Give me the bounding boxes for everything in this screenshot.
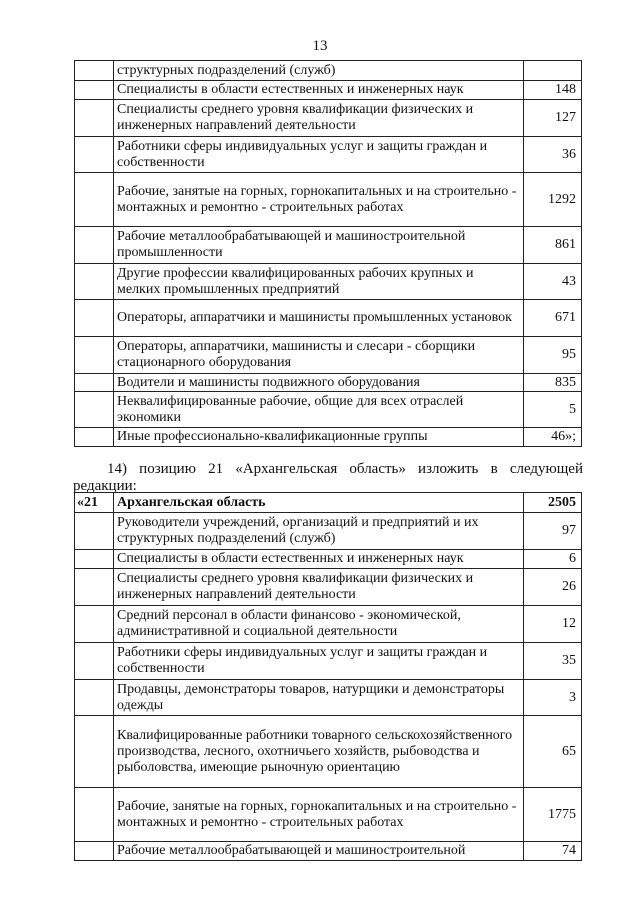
position-number: «21 bbox=[75, 493, 114, 513]
worker-count: 5 bbox=[524, 392, 582, 428]
row-number bbox=[75, 227, 114, 264]
row-number bbox=[75, 716, 114, 788]
row-number bbox=[75, 569, 114, 606]
occupation-name: Квалифицированные работники товарного сельскохозяйственного производства, лесного, охотничьего хозяйств, рыбоводства и рыболовства, имеющие рыночную ориентацию bbox=[114, 716, 524, 788]
paragraph-line-1: 14) позицию 21 «Архангельская область» изложить в следующей bbox=[107, 461, 583, 477]
occupation-name: Рабочие металлообрабатывающей и машиностроительной промышленности bbox=[114, 227, 524, 264]
table-row bbox=[75, 100, 582, 137]
occupation-name: Операторы, аппаратчики, машинисты и слесари - сборщики стационарного оборудования bbox=[114, 337, 524, 374]
occupation-name: структурных подразделений (служб) bbox=[114, 61, 524, 81]
worker-count: 1775 bbox=[524, 788, 582, 842]
occupation-name: Операторы, аппаратчики и машинисты промышленных установок bbox=[114, 300, 524, 337]
worker-count: 1292 bbox=[524, 173, 582, 227]
table-row bbox=[75, 374, 582, 392]
worker-count: 46»; bbox=[524, 428, 582, 447]
table-row bbox=[75, 428, 582, 447]
row-number bbox=[75, 606, 114, 643]
table-row bbox=[75, 513, 582, 550]
amendment-paragraph bbox=[73, 461, 583, 495]
row-number bbox=[75, 337, 114, 374]
occupation-name: Средний персонал в области финансово - экономической, административной и социальной деятельности bbox=[114, 606, 524, 643]
table-row bbox=[75, 337, 582, 374]
table-row bbox=[75, 137, 582, 173]
table-row bbox=[75, 227, 582, 264]
table-row bbox=[75, 788, 582, 842]
occupation-name: Рабочие, занятые на горных, горнокапитальных и на строительно - монтажных и ремонтно - строительных работах bbox=[114, 788, 524, 842]
row-number bbox=[75, 680, 114, 716]
worker-count: 127 bbox=[524, 100, 582, 137]
table-row bbox=[75, 392, 582, 428]
row-number bbox=[75, 513, 114, 550]
worker-count: 36 bbox=[524, 137, 582, 173]
occupation-name: Рабочие металлообрабатывающей и машиностроительной bbox=[114, 842, 524, 861]
arkhangelsk-table bbox=[74, 492, 582, 861]
worker-count: 835 bbox=[524, 374, 582, 392]
table-row bbox=[75, 606, 582, 643]
table-row bbox=[75, 716, 582, 788]
row-number bbox=[75, 264, 114, 300]
row-number bbox=[75, 392, 114, 428]
worker-count: 65 bbox=[524, 716, 582, 788]
worker-count: 148 bbox=[524, 81, 582, 100]
region-total: 2505 bbox=[524, 493, 582, 513]
table-row bbox=[75, 842, 582, 861]
table-row bbox=[75, 81, 582, 100]
worker-count: 43 bbox=[524, 264, 582, 300]
table-row bbox=[75, 264, 582, 300]
occupation-name: Специалисты среднего уровня квалификации физических и инженерных направлений деятельности bbox=[114, 569, 524, 606]
worker-count bbox=[524, 61, 582, 81]
page-number: 13 bbox=[312, 38, 328, 54]
worker-count: 35 bbox=[524, 643, 582, 680]
row-number bbox=[75, 428, 114, 447]
row-number bbox=[75, 550, 114, 569]
row-number bbox=[75, 643, 114, 680]
row-number bbox=[75, 842, 114, 861]
row-number bbox=[75, 100, 114, 137]
occupation-name: Специалисты среднего уровня квалификации физических и инженерных направлений деятельности bbox=[114, 100, 524, 137]
occupation-table-continued bbox=[74, 60, 582, 447]
occupation-name: Специалисты в области естественных и инженерных наук bbox=[114, 550, 524, 569]
worker-count: 26 bbox=[524, 569, 582, 606]
occupation-name: Водители и машинисты подвижного оборудования bbox=[114, 374, 524, 392]
row-number bbox=[75, 788, 114, 842]
worker-count: 671 bbox=[524, 300, 582, 337]
worker-count: 97 bbox=[524, 513, 582, 550]
occupation-name: Продавцы, демонстраторы товаров, натурщики и демонстраторы одежды bbox=[114, 680, 524, 716]
row-number bbox=[75, 81, 114, 100]
table-row bbox=[75, 680, 582, 716]
worker-count: 6 bbox=[524, 550, 582, 569]
row-number bbox=[75, 61, 114, 81]
worker-count: 95 bbox=[524, 337, 582, 374]
occupation-name: Неквалифицированные рабочие, общие для всех отраслей экономики bbox=[114, 392, 524, 428]
row-number bbox=[75, 374, 114, 392]
table-row bbox=[75, 173, 582, 227]
worker-count: 74 bbox=[524, 842, 582, 861]
occupation-name: Работники сферы индивидуальных услуг и защиты граждан и собственности bbox=[114, 643, 524, 680]
table-header-row bbox=[75, 493, 582, 513]
row-number bbox=[75, 300, 114, 337]
occupation-name: Специалисты в области естественных и инженерных наук bbox=[114, 81, 524, 100]
occupation-name: Руководители учреждений, организаций и предприятий и их структурных подразделений (служб) bbox=[114, 513, 524, 550]
row-number bbox=[75, 137, 114, 173]
table-row bbox=[75, 643, 582, 680]
region-name: Архангельская область bbox=[114, 493, 524, 513]
occupation-name: Рабочие, занятые на горных, горнокапитальных и на строительно - монтажных и ремонтно - строительных работах bbox=[114, 173, 524, 227]
table-row bbox=[75, 569, 582, 606]
table-row bbox=[75, 550, 582, 569]
occupation-name: Иные профессионально-квалификационные группы bbox=[114, 428, 524, 447]
paragraph-line-2: редакции: bbox=[73, 478, 137, 494]
row-number bbox=[75, 173, 114, 227]
table-row bbox=[75, 300, 582, 337]
worker-count: 12 bbox=[524, 606, 582, 643]
occupation-name: Другие профессии квалифицированных рабочих крупных и мелких промышленных предприятий bbox=[114, 264, 524, 300]
worker-count: 3 bbox=[524, 680, 582, 716]
occupation-name: Работники сферы индивидуальных услуг и защиты граждан и собственности bbox=[114, 137, 524, 173]
worker-count: 861 bbox=[524, 227, 582, 264]
table-row bbox=[75, 61, 582, 81]
